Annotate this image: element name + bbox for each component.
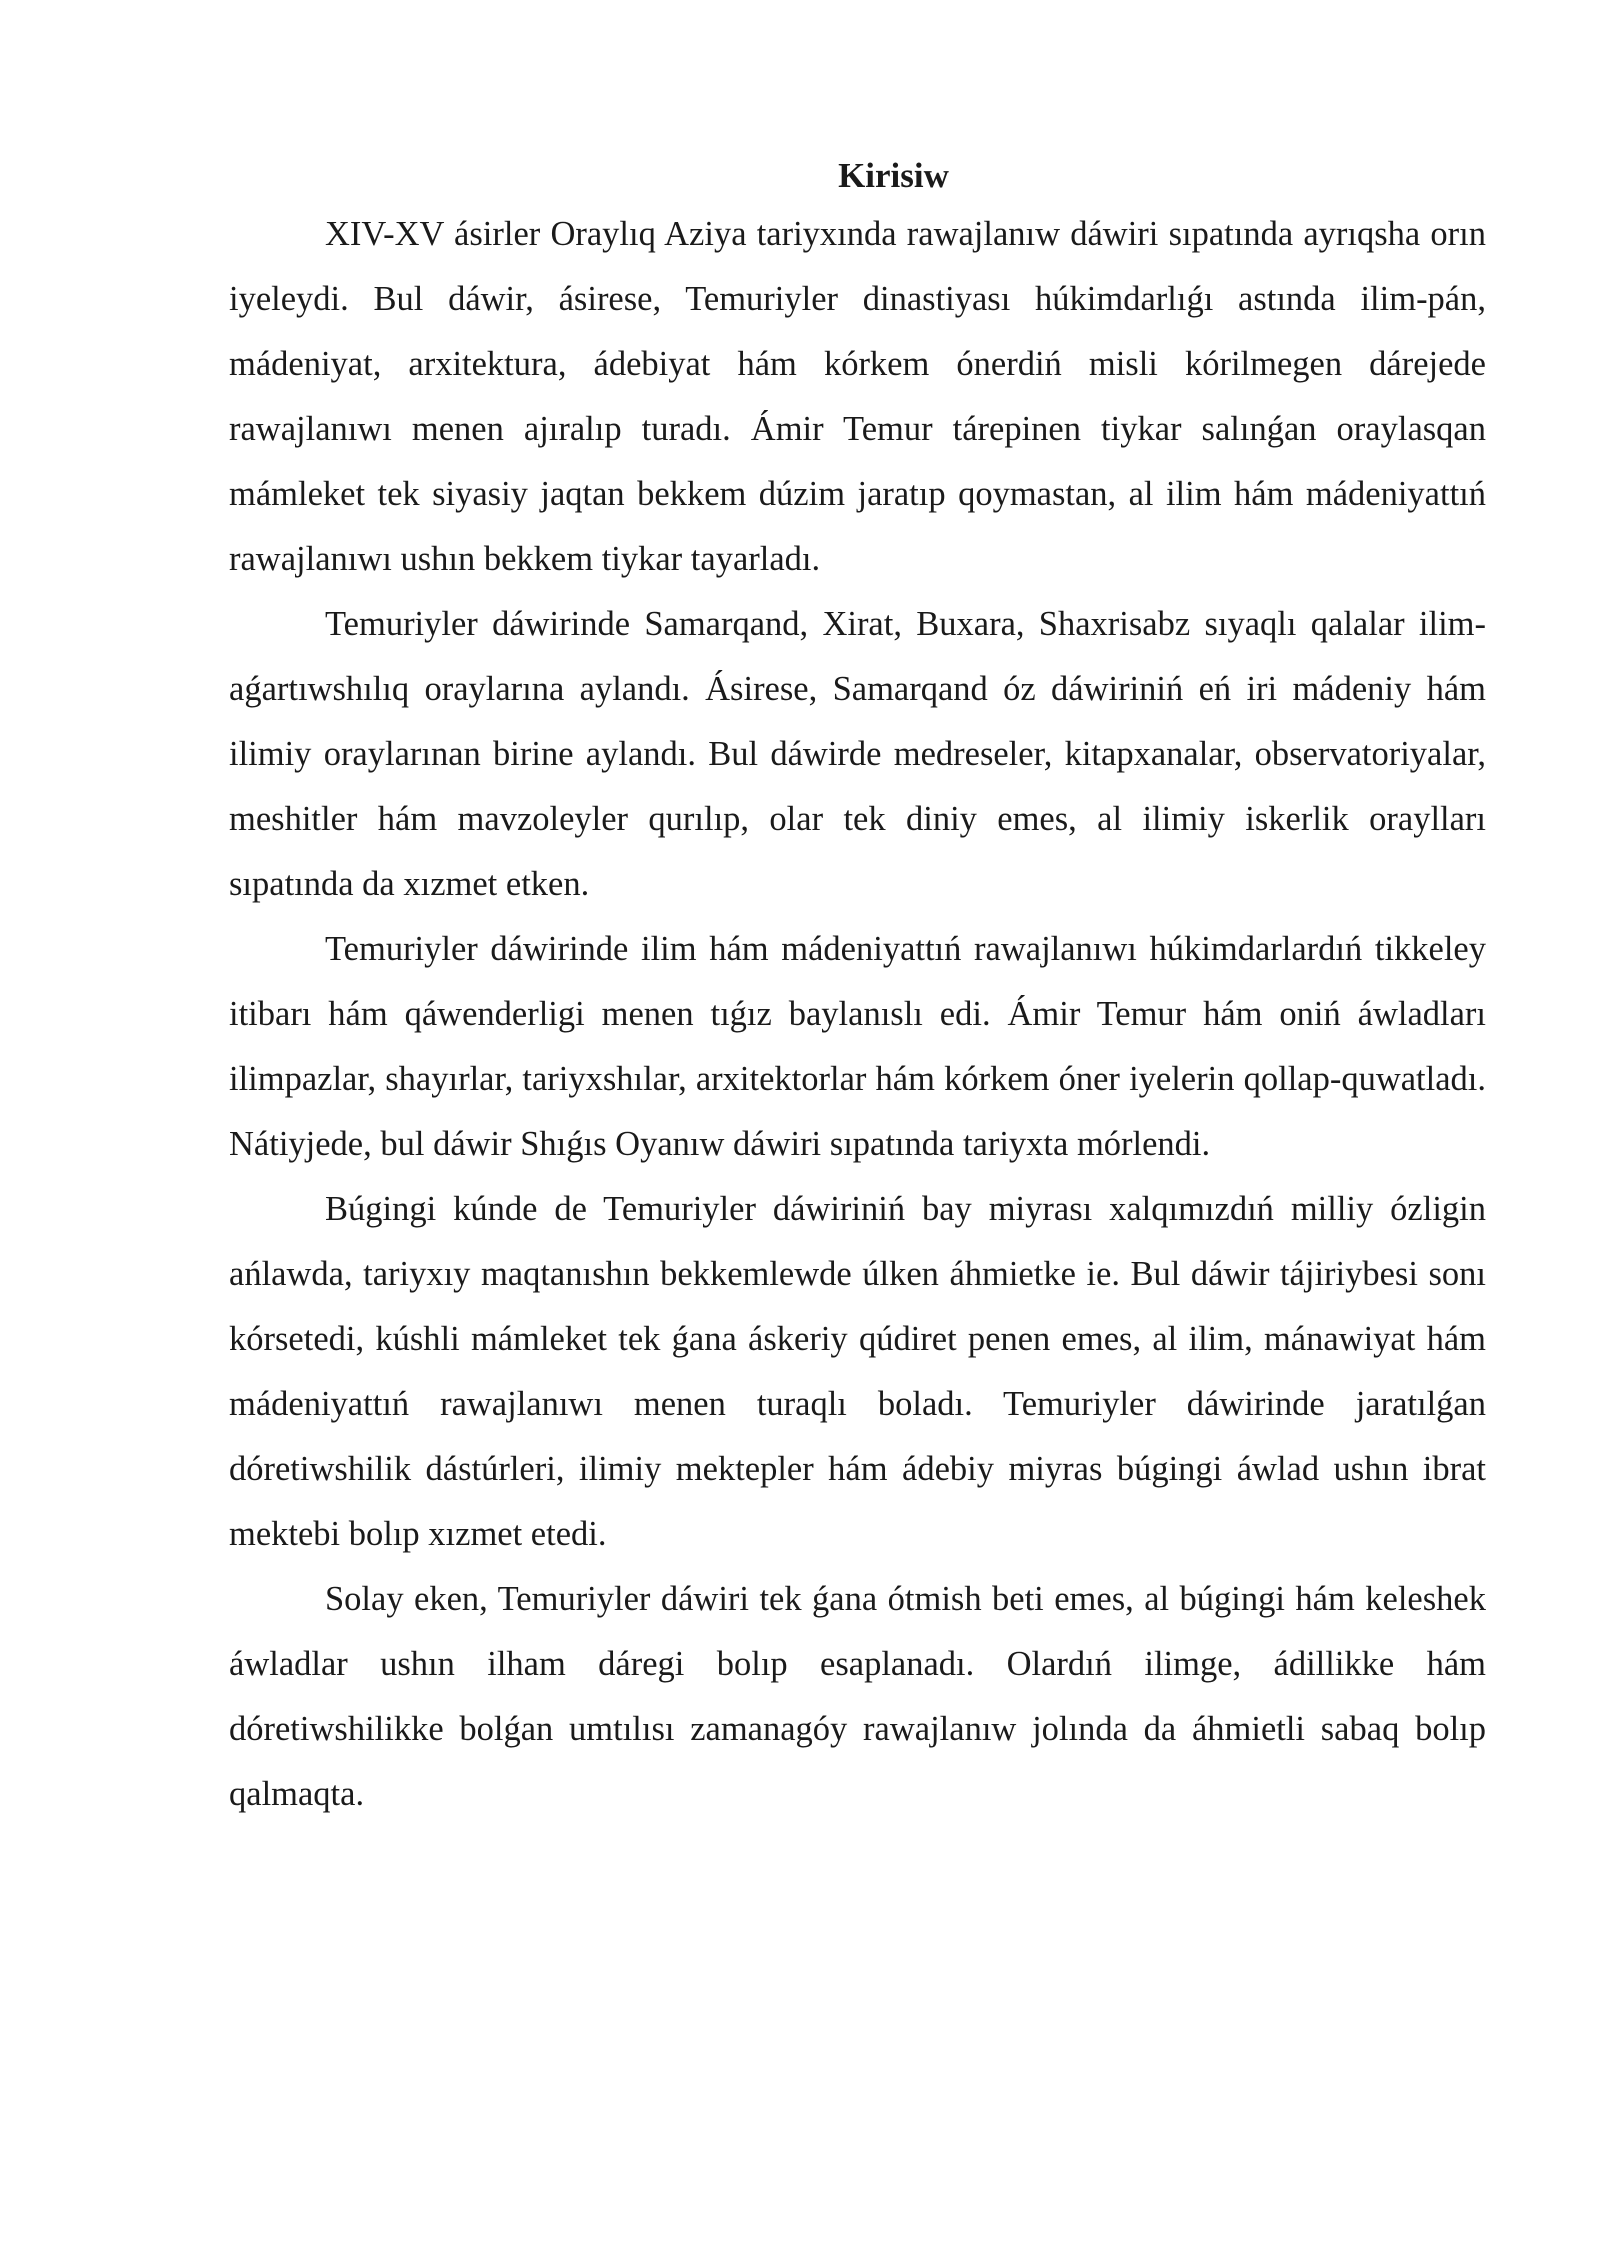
page-title: Kirisiw [838,156,949,195]
paragraph-4: Búgingi kúnde de Temuriyler dáwiriniń bay miyrası xalqımızdıń milliy ózligin ańlawda, tariyxıy maqtanıshın bekkemlewde úlken áhmietke ie. Bul dáwir tájiriybesi sonı kórsetedi, kúshli mámleket tek ǵana áskeriy qúdiret penen emes, al ilim, mánawiyat hám mádeniyattıń rawajlanıwı menen turaqlı boladı. Temuriyler dáwirinde jaratılǵan dóretiwshilik dástúrleri, ilimiy mektepler hám ádebiy miyras búgingi áwlad ushın ibrat mektebi bolıp xızmet etedi. [229,1190,1486,1553]
paragraph-5: Solay eken, Temuriyler dáwiri tek ǵana ótmish beti emes, al búgingi hám keleshek áwladlar ushın ilham dáregi bolıp esaplanadı. Olardıń ilimge, ádillikke hám dóretiwshilikke bolǵan umtılısı zamanagóy rawajlanıw jolında da áhmietli sabaq bolıp qalmaqta. [229,1580,1486,1813]
paragraph-1: XIV-XV ásirler Oraylıq Aziya tariyxında rawajlanıw dáwiri sıpatında ayrıqsha orın iyeleydi. Bul dáwir, ásirese, Temuriyler dinastiyası húkimdarlıǵı astında ilim-pán, mádeniyat, arxitektura, ádebiyat hám kórkem ónerdiń misli kórilmegen dárejede rawajlanıwı menen ajıralıp turadı. Ámir Temur tárepinen tiykar salınǵan oraylasqan mámleket tek siyasiy jaqtan bekkem dúzim jaratıp qoymastan, al ilim hám mádeniyattıń rawajlanıwı ushın bekkem tiykar tayarladı. [229,215,1486,578]
paragraph-2: Temuriyler dáwirinde Samarqand, Xirat, Buxara, Shaxrisabz sıyaqlı qalalar ilim-aǵartıwshılıq oraylarına aylandı. Ásirese, Samarqand óz dáwiriniń eń iri mádeniy hám ilimiy oraylarınan birine aylandı. Bul dáwirde medreseler, kitapxanalar, observatoriyalar, meshitler hám mavzoleyler qurılıp, olar tek diniy emes, al ilimiy iskerlik oraylları sıpatında da xızmet etken. [229,605,1486,903]
document-body [229,150,1486,1827]
paragraph-3: Temuriyler dáwirinde ilim hám mádeniyattıń rawajlanıwı húkimdarlardıń tikkeley itibarı hám qáwenderligi menen tıǵız baylanıslı edi. Ámir Temur hám oniń áwladları ilimpazlar, shayırlar, tariyxshılar, arxitektorlar hám kórkem óner iyelerin qollap-quwatladı. Nátiyjede, bul dáwir Shıǵıs Oyanıw dáwiri sıpatında tariyxta mórlendi. [229,930,1486,1163]
